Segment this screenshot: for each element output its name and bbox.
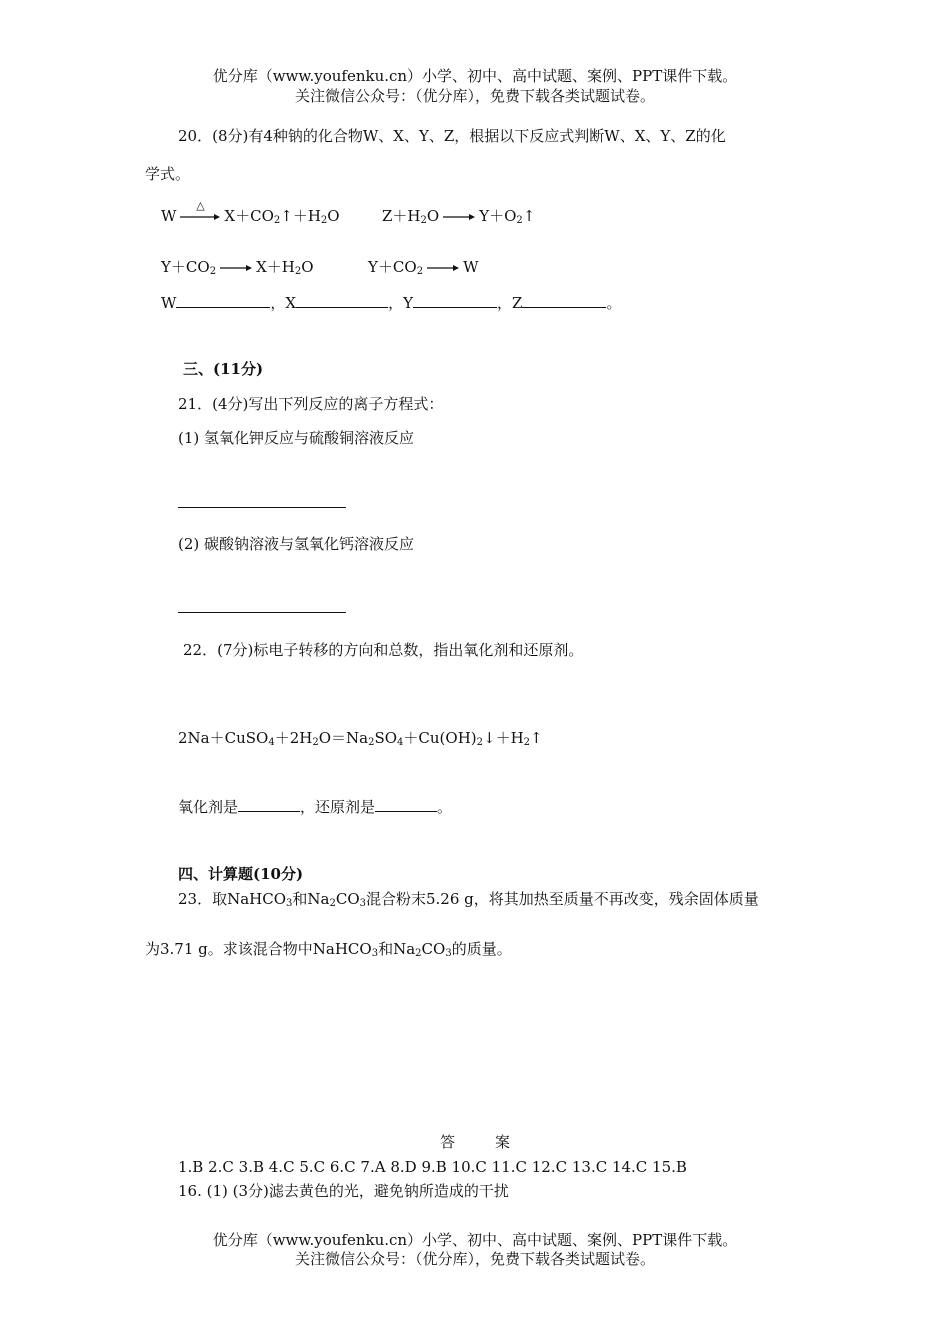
- q22-intro: 22．(7分)标电子转移的方向和总数，指出氧化剂和还原剂。: [183, 641, 584, 659]
- header-line-2: 关注微信公众号：（优分库），免费下载各类试题试卷。: [294, 87, 655, 105]
- answers-q16: 16. (1) (3分)滤去黄色的光，避免钠所造成的干扰: [178, 1182, 509, 1200]
- answer-blank-w[interactable]: [176, 293, 270, 308]
- q20-equation-d: $Y+CO_2$ W: [368, 258, 479, 277]
- answers-multiple-choice: 1.B 2.C 3.B 4.C 5.C 6.C 7.A 8.D 9.B 10.C 11.C 12.C 13.C 14.C 15.B: [178, 1158, 687, 1176]
- q22-agents: 氧化剂是 ，还原剂是 。: [178, 798, 453, 816]
- arrow-icon: [443, 213, 475, 221]
- footer-line-1: 优分库（www.youfenku.cn）小学、初中、高中试题、案例、PPT课件下载。: [212, 1231, 738, 1249]
- q21-intro: 21．(4分)写出下列反应的离子方程式：: [178, 395, 444, 413]
- section-3-title: 三、(11分): [183, 360, 264, 378]
- footer-line-2: 关注微信公众号：（优分库），免费下载各类试题试卷。: [294, 1250, 655, 1268]
- q20-intro: 20．(8分)有4种钠的化合物W、X、Y、Z，根据以下反应式判断W、X、Y、Z的化: [178, 127, 726, 145]
- q20-equation-c: $Y+CO_2$ $X+H_2O$: [161, 258, 314, 277]
- oxidizer-blank[interactable]: [238, 797, 300, 812]
- reducer-blank[interactable]: [375, 797, 437, 812]
- arrow-icon: [220, 264, 252, 272]
- q21-part-2: (2) 碳酸钠溶液与氢氧化钙溶液反应: [178, 535, 415, 553]
- answer-blank-z[interactable]: [522, 293, 606, 308]
- q21-part-1: (1) 氢氧化钾反应与硫酸铜溶液反应: [178, 429, 415, 447]
- answer-blank-x[interactable]: [296, 293, 388, 308]
- q21-answer-line-1[interactable]: [178, 507, 346, 508]
- answers-title: 答 案: [439, 1133, 511, 1151]
- q23-line-2: 为3.71 g。求该混合物中NaHCO$_3$和$Na_2CO_3$的质量。: [145, 940, 512, 959]
- q20-intro-cont: 学式。: [145, 165, 191, 183]
- arrow-icon: [427, 264, 459, 272]
- q21-answer-line-2[interactable]: [178, 612, 346, 613]
- q20-answer-blanks: W ，X ，Y ，Z 。: [161, 294, 622, 312]
- q20-equation-b: $Z+H_2O$ $Y+O_2↑$: [382, 207, 536, 226]
- q22-equation: $2Na+CuSO_4+2H_2O=Na_2SO_4+Cu(OH)_2↓+H_2↑$: [178, 729, 543, 748]
- q20-equation-a: W △ $X+CO_2↑+H_2O$: [161, 199, 340, 226]
- q23-line-1: 23．取NaHCO$_3$和$Na_2CO_3$混合粉末5.26 g，将其加热至质量不再改变，残余固体质量: [178, 890, 759, 909]
- header-line-1: 优分库（www.youfenku.cn）小学、初中、高中试题、案例、PPT课件下载。: [212, 67, 738, 85]
- heat-arrow-icon: △: [180, 213, 220, 221]
- section-4-title: 四、计算题(10分): [178, 865, 304, 883]
- answer-blank-y[interactable]: [413, 293, 497, 308]
